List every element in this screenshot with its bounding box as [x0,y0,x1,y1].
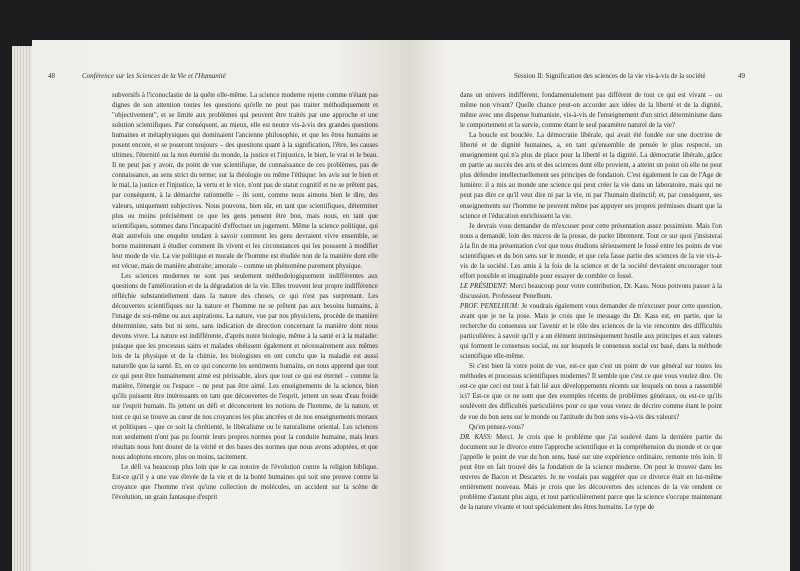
speaker-paragraph [460,302,722,362]
text-column [112,91,378,503]
left-page [32,40,408,571]
page-stack-edges [12,46,34,571]
paragraph: Les sciences modernes ne sont pas seulement méthodologiquement indifférentes aux questions de l'amélioration et de la dégradation de la vie. Elles trouvent leur propre indifférence réfléchie substantiellement dans la nature des choses, ce qui n'est pas surprenant. Les découvertes scientifiques sur la nature et l'homme ne se prêtent pas aux besoins humains, à l'image de soi-même ou aux aspirations. La nature, vue par nos physiciens, procède de manière déterministe, sans but ni sens, sans indication de direction concernant la manière dont nous devons vivre. La nature est indifférente, d'après notre biologie, même à la santé et à la maladie: puisque que les processus sains et malades obéissent également et nécessairement aux mêmes lois de la physique et de la chimie, les biologistes en ont conclu que la maladie est aussi naturelle que la santé. Et, en ce qui concerne les sentiments humains, on nous apprend que tout ce qui peut être humainement aimé est périssable, alors que tout ce qui est éternel – comme la matière, l'énergie ou l'espace – ne peut pas être aimé. Les enseignements de la science, bien qu'ils puissent être intéressants en tant que découvertes de l'esprit, jettent un seau d'eau froide sur l'esprit humain. Ils jettent un défi et déconcertent les notions de l'homme, de la nature, et tout ce qui se trouve au cœur de nos croyances les plus ancrées et de nos enseignements moraux et politiques – que ce soit la chrétienté, le libéralisme ou le naturalisme oriental. Les sciences non seulement n'ont pas pu fournir leurs propres normes pour la conduite humaine, mais leurs résultats nous font douter de la vérité et des bases des normes que nous avons adoptées, et que nous adoptons encore, plus ou moins, tacitement. [112,272,378,461]
paragraph-text: Si c'est bien là votre point de vue, est-ce que c'est un point de vue général sur toutes les méthodes et processus scientifiques modernes? Il semble que c'est ce que vous voulez dire. Ou est-ce que ceci est tout à fait lié aux développements récents sur lesquels on nous a rassemblé ici? Est-ce que ce ne sont que des exemples récents de problèmes généraux, ou est-ce qu'ils soulèvent des difficultés particulières pour ce que vous venez de décrire comme étant le point de vue du bon sens sur le monde ou l'attitude du bon sens vis-à-vis des valeurs? [460,363,722,421]
paragraph: subversifs à l'iconoclastie de la quête elle-même. La science moderne rejette comme n'étant pas dignes de son attention toutes les questions qu'elle ne peut pas traiter méthodiquement et "objectivement", et se limite aux problèmes qui peuvent être traités par une approche et une solution scientifiques. Par conséquent, au mieux, elle est neutre vis-à-vis des grandes questions humaines et métaphysiques qui dominaient l'ancienne philosophie, et que les êtres humains se posent encore, et se poseront toujours – des questions quant à la signification, l'être, les causes ultimes, l'éternité ou la non éternité du monde, la justice et l'injustice, le bien, le vrai et le beau. Il ne peut pas y avoir, du point de vue scientifique, de connaissance de ces problèmes, pas de connaissance, au sens strict du terme; sur la théologie ou même l'éthique: les avis sur le bien et le mal, la justice et l'injustice, la vertu et le vice, n'ont pas de statut cognitif et ne se prêtent pas, par conséquent, à la démarche rationnelle – ils sont, comme nous aimons bien le dire, des valeurs, uniquement subjectives. Nous pouvons, bien sûr, en tant que scientifiques, déterminer plus ou moins précisément ce que les gens pensent être bon, mais nous, en tant que scientifiques, sommes dans l'incapacité d'effectuer un jugement. Même la science politique, qui était autrefois une enquête tendant à savoir comment les gens devraient vivre ensemble, se borne maintenant à étudier comment ils vivent et les circonstances qui les poussent à modifier leur mode de vie. La vie politique et morale de l'homme est étudiée non de la manière dont elle est vécue, mais de manière abstraite; amorale – comme un phénomène purement physique. [112,92,378,270]
paragraph-text: La boucle est bouclée. La démocratie libérale, qui avait été fondée sur une doctrine de liberté et de dignité humaines, a, en tant qu'ensemble de pensée le plus respecté, un enseignement qui n'a plus de place pour la liberté et la dignité. La démocratie libérale, grâce en partie au succès des arts et des sciences dont elle provient, a atteint un point où elle ne peut plus défendre intellectuellement ses principes de fondation. C'est également le cas de l'Age de lumière: il a mis au monde une science qui peut créer la vie dans un laboratoire, mais qui ne peut pas dire ce qu'il veut dire ni par la vie, ni par l'humain distinctif; et, par conséquent, ses enseignements sur l'homme ne peuvent même pas appuyer ses propres prémisses disant que la science et l'éducation enrichissent la vie. [460,132,722,220]
speaker-paragraph [460,433,722,513]
speaker-label: LE PRÉSIDENT: [460,282,508,290]
page-number: 49 [738,72,745,80]
paragraph-text: Qu'en pensez-vous? [469,423,525,431]
text-column [460,91,722,513]
paragraph [460,362,722,422]
paragraph [460,423,722,433]
right-page [408,40,790,571]
speaker-label: PROF. PENELHUM: [460,302,520,310]
paragraph: Le défi va beaucoup plus loin que le cas notoire de l'évolution contre la religion biblique. Est-ce qu'il y a une vue élevée de la vie et de la bonté humaines qui soit une preuve contre la croyance que l'homme n'est qu'une collection de molécules, un accident sur la scène de l'évolution, un grain fantasque d'esprit [112,463,378,501]
paragraph-text: dans un univers indifférent, fondamentalement pas différent de tout ce qui est vivant – ou même non vivant? Quelle chance peut-on accorder aux idées de la liberté et de la dignité, même avec une dispense humaniste, vis-à-vis de l'enseignement d'un strict déterminisme dans le comportement et la survie, comme étant le seul paramètre naturel de la vie? [460,92,722,130]
paragraph [460,91,722,131]
running-head: Conférence sur les Sciences de la Vie et l'Humanité [82,72,226,80]
paragraph-text: Merci. Je crois que le problème que j'ai soulevé dans la dernière partie du document sur le divorce entre l'approche scientifique et la compréhension du monde et ce que j'appelle le point de vue du bon sens, basé sur une expérience ordinaire, remonte très loin. Il peut être en fait trouvé dès la fondation de la science moderne. On peut le trouver dans les œuvres de Bacon et Descartes. Je ne voulais pas suggérer que ce divorce était en lui-même entièrement nouveau. Mais je crois que les découvertes des sciences de la vie rendent ce problème d'autant plus aigu, et tout particulièrement parce que la science s'occupe maintenant de la nature vivante et tout spécialement des êtres humains. Le type de [460,433,722,511]
page-number: 48 [48,72,55,80]
paragraph-text: Merci beaucoup pour votre contribution, Dr. Kass. Nous pouvons passer à la discussion. Professeur Penelhum. [460,282,722,300]
paragraph-text: Je voudrais également vous demander de m'excuser pour cette question, avant que je ne la pose. Mais je crois que le message du Dr. Kass est, en partie, que la recherche du consensus sur l'avenir et le rôle des sciences de la vie rencontre des difficultés particulières: à savoir qu'il y a un élément intrinsèquement hostile aux principes et aux valeurs qui forment le consensus social, ou sur lesquels le consensus social est basé, dans la méthode scientifique elle-même. [460,302,722,361]
paragraph [460,222,722,282]
running-head: Session II: Signification des sciences de la vie vis-à-vis de la société [514,72,706,80]
paragraph-text: Je devrais vous demander de m'excuser pour cette présentation assez pessimiste. Mais l'on nous a demandé, loin des micros de la presse, de parler librement. Tout ce sur quoi j'insisterai à la fin de ma présentation c'est que nous étudions sérieusement le fossé entre les points de vue scientifiques et du bon sens sur le monde, et que cela fasse partie des sciences de la vie vis-à-vis de la société. Les amis à la fois de la science et de la société devraient encourager tout effort possible et imaginable pour essayer de combler ce fossé. [460,222,722,280]
speaker-label: DR. KASS: [460,433,493,441]
paragraph [460,131,722,221]
open-book [12,40,790,571]
speaker-paragraph [460,282,722,302]
